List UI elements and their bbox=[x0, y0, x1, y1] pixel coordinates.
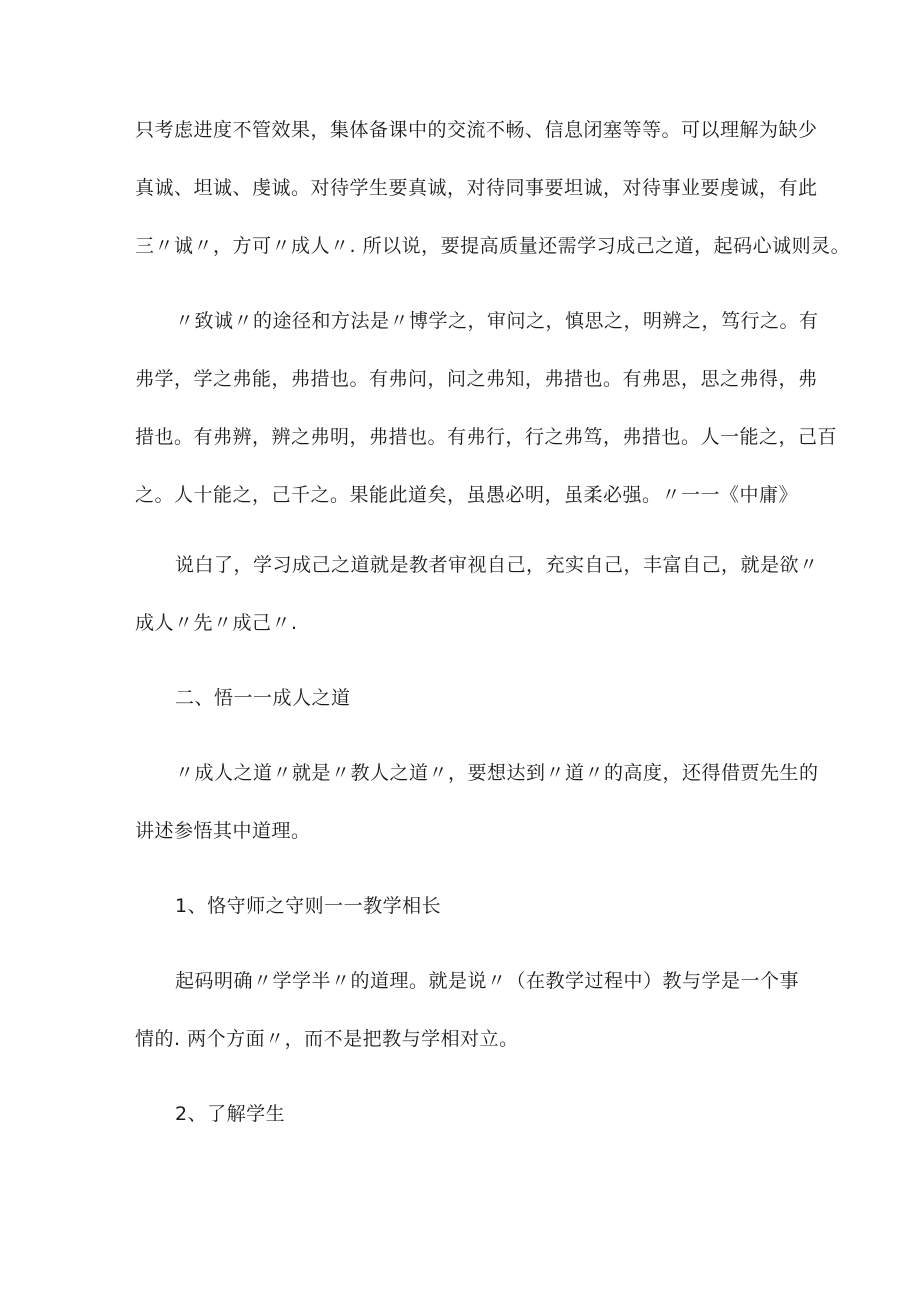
paragraph-2-line-2: 弗学，学之弗能，弗措也。有弗问，问之弗知，弗措也。有弗思，思之弗得，弗 bbox=[135, 368, 818, 390]
paragraph-2-line-4: 之。人十能之，己千之。果能此道矣，虽愚必明，虽柔必强。〃一一《中庸》 bbox=[135, 484, 799, 506]
paragraph-7-line-1: 起码明确〃学学半〃的道理。就是说〃（在教学过程中）教与学是一个事 bbox=[175, 970, 800, 992]
subsection-heading-1: 1、恪守师之守则一一教学相长 bbox=[175, 895, 442, 917]
paragraph-5-line-2: 讲述参悟其中道理。 bbox=[135, 820, 311, 842]
subsection-heading-2: 2、了解学生 bbox=[175, 1103, 286, 1125]
paragraph-3-line-1: 说白了，学习成己之道就是教者审视自己，充实自己，丰富自己，就是欲〃 bbox=[175, 554, 819, 576]
paragraph-1-line-3: 三〃诚〃，方可〃成人〃. 所以说，要提高质量还需学习成己之道，起码心诚则灵。 bbox=[135, 235, 851, 257]
paragraph-2-line-3: 措也。有弗辨，辨之弗明，弗措也。有弗行，行之弗笃，弗措也。人一能之，己百 bbox=[135, 426, 838, 448]
paragraph-1-line-2: 真诚、坦诚、虔诚。对待学生要真诚，对待同事要坦诚，对待事业要虔诚，有此 bbox=[135, 177, 818, 199]
paragraph-7-line-2: 情的. 两个方面〃，而不是把教与学相对立。 bbox=[135, 1028, 519, 1050]
paragraph-3-line-2: 成人〃先〃成己〃. bbox=[135, 612, 298, 634]
paragraph-1-line-1: 只考虑进度不管效果，集体备课中的交流不畅、信息闭塞等等。可以理解为缺少 bbox=[135, 119, 818, 141]
paragraph-5-line-1: 〃成人之道〃就是〃教人之道〃，要想达到〃道〃的高度，还得借贾先生的 bbox=[175, 762, 819, 784]
paragraph-2-line-1: 〃致诚〃的途径和方法是〃博学之，审问之，慎思之，明辨之，笃行之。有 bbox=[175, 310, 819, 332]
section-heading-2: 二、悟一一成人之道 bbox=[175, 687, 351, 709]
